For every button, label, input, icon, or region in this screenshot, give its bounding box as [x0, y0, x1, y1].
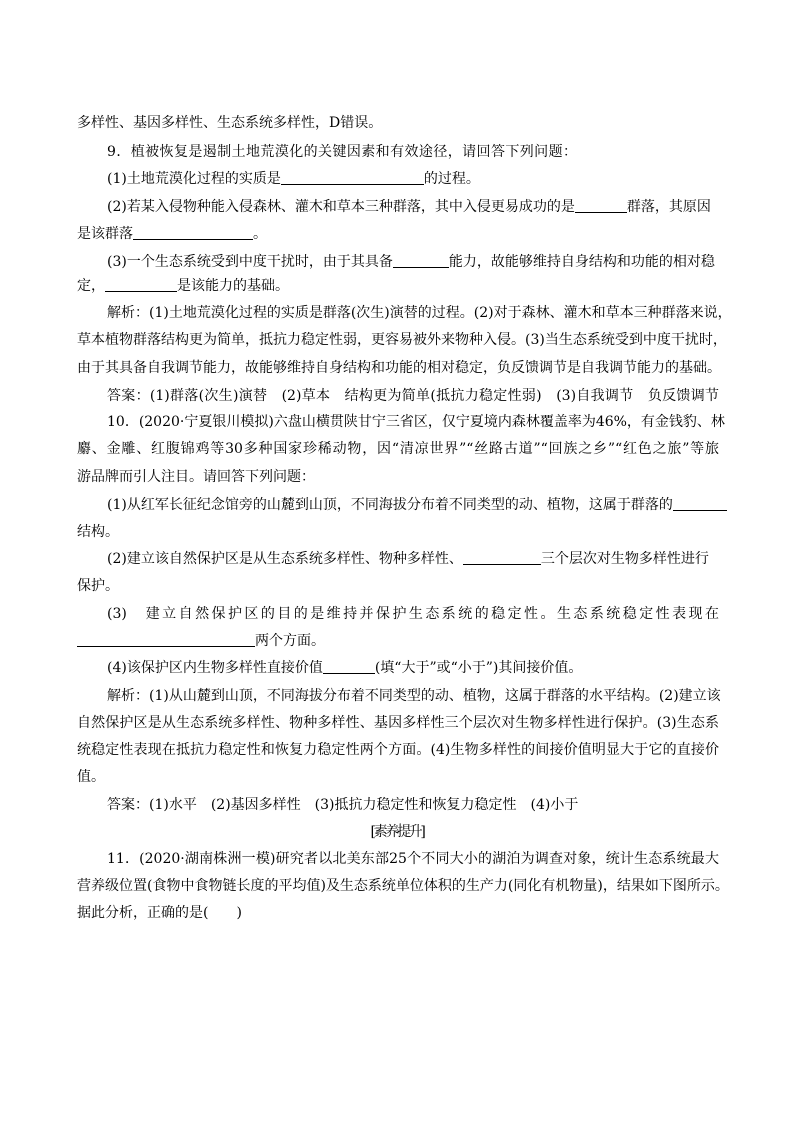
q11-stem-line1: 11．(2020·湖南株洲一模)研究者以北美东部25个不同大小的湖泊为调查对象，统计生态系统最大: [107, 851, 719, 867]
q9-part1: (1)土地荒漠化过程的实质是 的过程。: [107, 171, 480, 187]
q10-part4: (4)该保护区内生物多样性直接价值 (填“大于”或“小于”)其间接价值。: [107, 660, 583, 676]
answer-blank: [575, 198, 627, 213]
answer-blank: [393, 253, 449, 268]
q8-tail-text: 多样性、基因多样性、生态系统多样性，D错误。: [77, 115, 383, 131]
answer-blank: [673, 496, 727, 511]
q10-analysis-line1: 解析：(1)从山麓到山顶，不同海拔分布着不同类型的动、植物，这属于群落的水平结构。(2)建立该: [107, 688, 721, 704]
q9-part2-line2: 是该群落 。: [77, 226, 267, 242]
q10-analysis-line2: 自然保护区是从生态系统多样性、物种多样性、基因多样性三个层次对生物多样性进行保护。(3)生态系: [77, 715, 719, 731]
q9-part2-line1: (2)若某入侵物种能入侵森林、灌木和草本三种群落，其中入侵更易成功的是 群落，其原因: [107, 199, 711, 215]
q10-answer: 答案：(1)水平 (2)基因多样性 (3)抵抗力稳定性和恢复力稳定性 (4)小于: [107, 797, 579, 813]
q10-analysis-line3: 统稳定性表现在抵抗力稳定性和恢复力稳定性两个方面。(4)生物多样性的间接价值明显大于它的直接价: [77, 742, 719, 758]
answer-blank: [323, 659, 375, 674]
q10-part1-line2: 结构。: [77, 524, 119, 540]
q10-stem-line3: 游品牌而引人注目。请回答下列问题：: [77, 469, 315, 485]
q10-analysis-line4: 值。: [77, 769, 105, 785]
q9-part3-line2: 定， 是该能力的基础。: [77, 278, 289, 294]
q10-part2-line2: 保护。: [77, 578, 119, 594]
q9-stem: 9．植被恢复是遏制土地荒漠化的关键因素和有效途径，请回答下列问题：: [107, 144, 577, 160]
q9-analysis-line3: 由于其具备自我调节能力，故能够维持自身结构和功能的相对稳定，负反馈调节是自我调节能力的基础。: [77, 360, 721, 376]
answer-blank: [105, 277, 177, 292]
q10-stem-line2: 麝、金雕、红腹锦鸡等30多种国家珍稀动物，因“清凉世界”“丝路古道”“回族之乡”“红色之旅”等旅: [77, 441, 719, 457]
answer-blank: [133, 225, 253, 240]
section-title: [素养提升]: [370, 824, 424, 840]
q8-tail-line: [77, 113, 383, 133]
q9-analysis-line2: 草本植物群落结构更为简单，抵抗力稳定性弱，更容易被外来物种入侵。(3)当生态系统受到中度干扰时，: [77, 332, 727, 348]
q9-answer: 答案：(1)群落(次生)演替 (2)草本 结构更为简单(抵抗力稳定性弱) (3)自我调节 负反馈调节: [107, 388, 719, 404]
q9-analysis-line1: 解析：(1)土地荒漠化过程的实质是群落(次生)演替的过程。(2)对于森林、灌木和草本三种群落来说，: [107, 305, 732, 321]
q10-part3-line2: 两个方面。: [77, 631, 325, 651]
q10-part1-line1: (1)从红军长征纪念馆旁的山麓到山顶，不同海拔分布着不同类型的动、植物，这属于群落的: [107, 495, 719, 515]
q10-part3-line1: (3) 建立自然保护区的目的是维持并保护生态系统的稳定性。生态系统稳定性表现在: [107, 606, 719, 622]
answer-blank: [281, 170, 424, 185]
q11-stem-line2: 营养级位置(食物中食物链长度的平均值)及生态系统单位体积的生产力(同化有机物量)，结果如下图所示。: [77, 878, 729, 894]
answer-blank: [77, 632, 255, 647]
q10-stem-line1: 10．(2020·宁夏银川模拟)六盘山横贯陕甘宁三省区，仅宁夏境内森林覆盖率为46%，有金钱豹、林: [107, 414, 725, 430]
answer-blank: [463, 550, 541, 565]
q11-stem-line3: 据此分析，正确的是( ): [77, 905, 242, 921]
q9-part3-line1: (3)一个生态系统受到中度干扰时，由于其具备 能力，故能够维持自身结构和功能的相对稳: [107, 254, 715, 270]
q10-part2-line1: (2)建立该自然保护区是从生态系统多样性、物种多样性、 三个层次对生物多样性进行: [107, 551, 709, 567]
